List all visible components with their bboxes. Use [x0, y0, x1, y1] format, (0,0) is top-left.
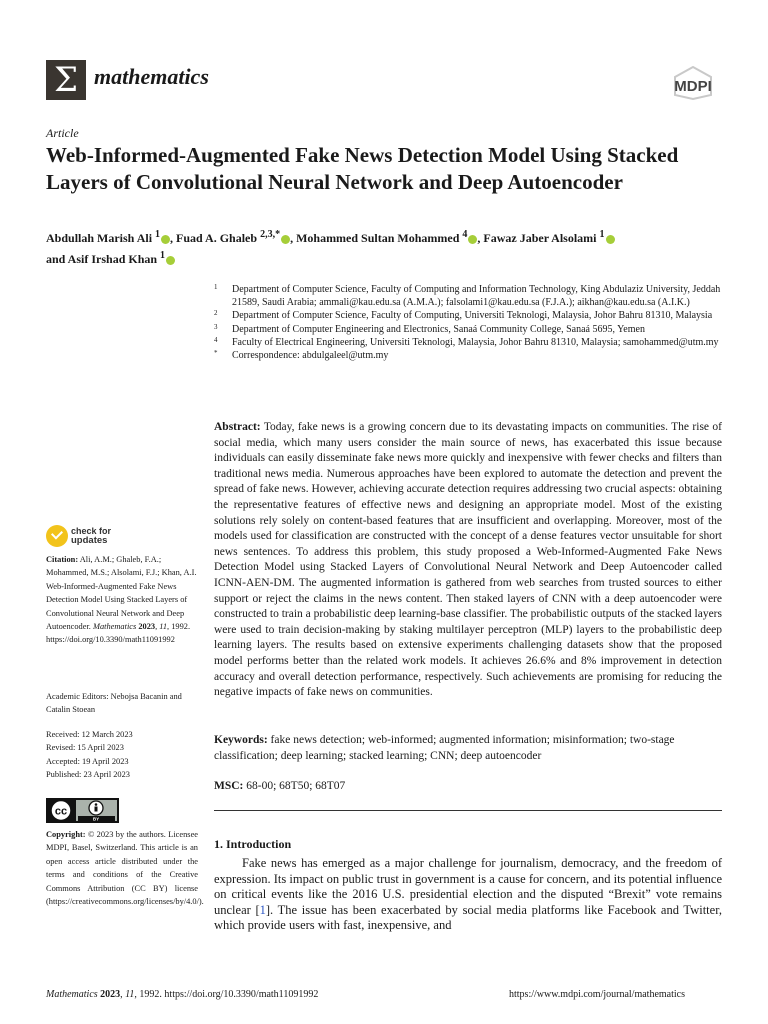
author-list [46, 226, 736, 268]
check-icon [46, 525, 68, 547]
orcid-icon[interactable] [166, 256, 175, 265]
keywords: Keywords: fake news detection; web-informed; augmented information; misinformation; two-stage classification; deep learning; stacked learning; CNN; deep autoencoder [214, 734, 675, 762]
article-type: Article [46, 126, 79, 140]
affiliation: 1 Department of Computer Science, Faculty of Computing and Information Technology, King Abdulaziz University, Jeddah 21589, Saudi Arabia; ammali@kau.edu.sa (A.M.A.); falsolami1@kau.edu.sa (F.J.A.); aikhan@kau.edu.sa (A.I.K.) [214, 283, 721, 309]
author[interactable]: Fawaz Jaber Alsolami $^1$ [483, 231, 614, 245]
svg-text:MDPI: MDPI [674, 78, 712, 95]
affiliation: 3 Department of Computer Engineering and Electronics, Sanaá Community College, Sanaá 5695, Yemen [214, 322, 645, 335]
footer-citation: Mathematics 2023, 11, 1992. https://doi.org/10.3390/math11091992 [46, 989, 319, 1000]
reference-link[interactable]: 1 [259, 902, 266, 917]
mdpi-logo-icon [666, 66, 720, 100]
journal-name: mathematics [94, 64, 209, 89]
journal-logo: Σ [46, 60, 86, 100]
affiliation: 4 Faculty of Electrical Engineering, Universiti Teknologi, Malaysia, Johor Bahru 81310, Malaysia; samohammed@utm.my [214, 335, 719, 348]
accepted-date: Accepted: 19 April 2023 [46, 756, 129, 766]
author[interactable]: Fuad A. Ghaleb $^{2,3,*}$ , [176, 229, 297, 245]
section-heading: 1. Introduction [214, 837, 292, 851]
affiliation: * Correspondence: abdulgaleel@utm.my [214, 349, 389, 362]
svg-text:cc: cc [54, 805, 68, 818]
affiliation: 2 Department of Computer Science, Faculty of Computing, Universiti Teknologi, Malaysia, Johor Bahru 81310, Malaysia [214, 309, 713, 322]
orcid-icon[interactable] [281, 235, 290, 244]
academic-editors: Academic Editors: Nebojsa Bacanin and Catalin Stoean [46, 692, 182, 715]
revised-date: Revised: 15 April 2023 [46, 743, 124, 753]
author[interactable]: Abdullah Marish Ali $^1$ , [46, 229, 177, 245]
mdpi-logo[interactable] [666, 66, 720, 100]
citation-block: Citation: Ali, A.M.; Ghaleb, F.A.; Mohammed, M.S.; Alsolami, F.J.; Khan, A.I. Web-Informed-Augmented Fake News Detection Model Using Stacked Layers of Convolutional Neural Network and Deep Autoencoder. Mathematics 2023, 11, 1992. https://doi.org/10.3390/math11091992 [46, 555, 197, 645]
footer-journal-url[interactable]: https://www.mdpi.com/journal/mathematics [509, 989, 685, 1000]
section-divider [214, 810, 722, 811]
author[interactable]: Mohammed Sultan Mohammed $^4$ , [296, 229, 484, 245]
abstract: Abstract: Today, fake news is a growing concern due to its devastating impacts on communities. The rise of social media, which many users consider the main source of news, has exacerbated this issue because individuals can easily disseminate fake news more quickly and inexpensive with fewer checks and filters than traditional news media. Numerous approaches have been explored to automate the detection and prevent the spread of fake news. However, achieving accurate detection requires addressing two crucial aspects: obtaining the representative features of effective news and designing an appropriate model. Most of the existing solutions rely solely on content-based features that are insufficient and overlapping. Moreover, most of the models used for classification are constructed with the concept of a dense features vector unsuitable for short news sentences. To address this problem, this study proposed a Web-Informed-Augmented Fake News Detection Model using Stacked Layers of Convolutional Neural Network and Deep Autoencoder called ICNN-AEN-DM. The augmented information is gathered from web searches from trusted sources to either support or reject the claims in the news content. Then staked layers of CNN with a deep autoencoder were constructed to train a probabilistic deep learning-base classifier. The probabilistic outputs of the stacked layers were used to train decision-making by staking multilayer perceptron (MLP) layers to the probabilistic deep learning layers. The results based on extensive experiments challenging datasets show that the proposed model performs better than the related work models. It achieves 26.6% and 8% improvement in detection accuracy and overall detection performance, respectively. Such achievements are promising for reducing the negative impacts of fake news on communities. [214, 421, 723, 699]
introduction-text: Fake news has emerged as a major challenge for journalism, democracy, and the freedom of expression. Its impact on public trust in government is a cause for concern, and its potential influence on critical events like the 2016 U.S. presidential election and the disputed “Brexit” vote remains unclear [1]. The issue has been exacerbated by social media platforms like Facebook and Twitter, which provide users with fast, inexpensive, and [214, 856, 722, 932]
article-dates [46, 728, 198, 782]
orcid-icon[interactable] [606, 235, 615, 244]
msc-codes: MSC: 68-00; 68T50; 68T07 [214, 780, 346, 792]
svg-text:BY: BY [92, 816, 100, 822]
check-for-updates-badge[interactable]: check for updates [46, 525, 111, 547]
received-date: Received: 12 March 2023 [46, 730, 133, 739]
author[interactable]: and Asif Irshad Khan $^1$ [46, 252, 175, 266]
paper-title: Web-Informed-Augmented Fake News Detection Model Using Stacked Layers of Convolutional Neural Network and Deep Autoencoder [46, 143, 679, 194]
affiliations [214, 283, 724, 362]
cc-by-license-badge[interactable] [46, 798, 119, 823]
orcid-icon[interactable] [161, 235, 170, 244]
copyright-notice: Copyright: © 2023 by the authors. Licensee MDPI, Basel, Switzerland. This article is an open access article distributed under the terms and conditions of the Creative Commons Attribution (CC BY) license (https://creativecommons.org/licenses/by/4.0/). [46, 830, 204, 907]
published-date: Published: 23 April 2023 [46, 770, 130, 780]
